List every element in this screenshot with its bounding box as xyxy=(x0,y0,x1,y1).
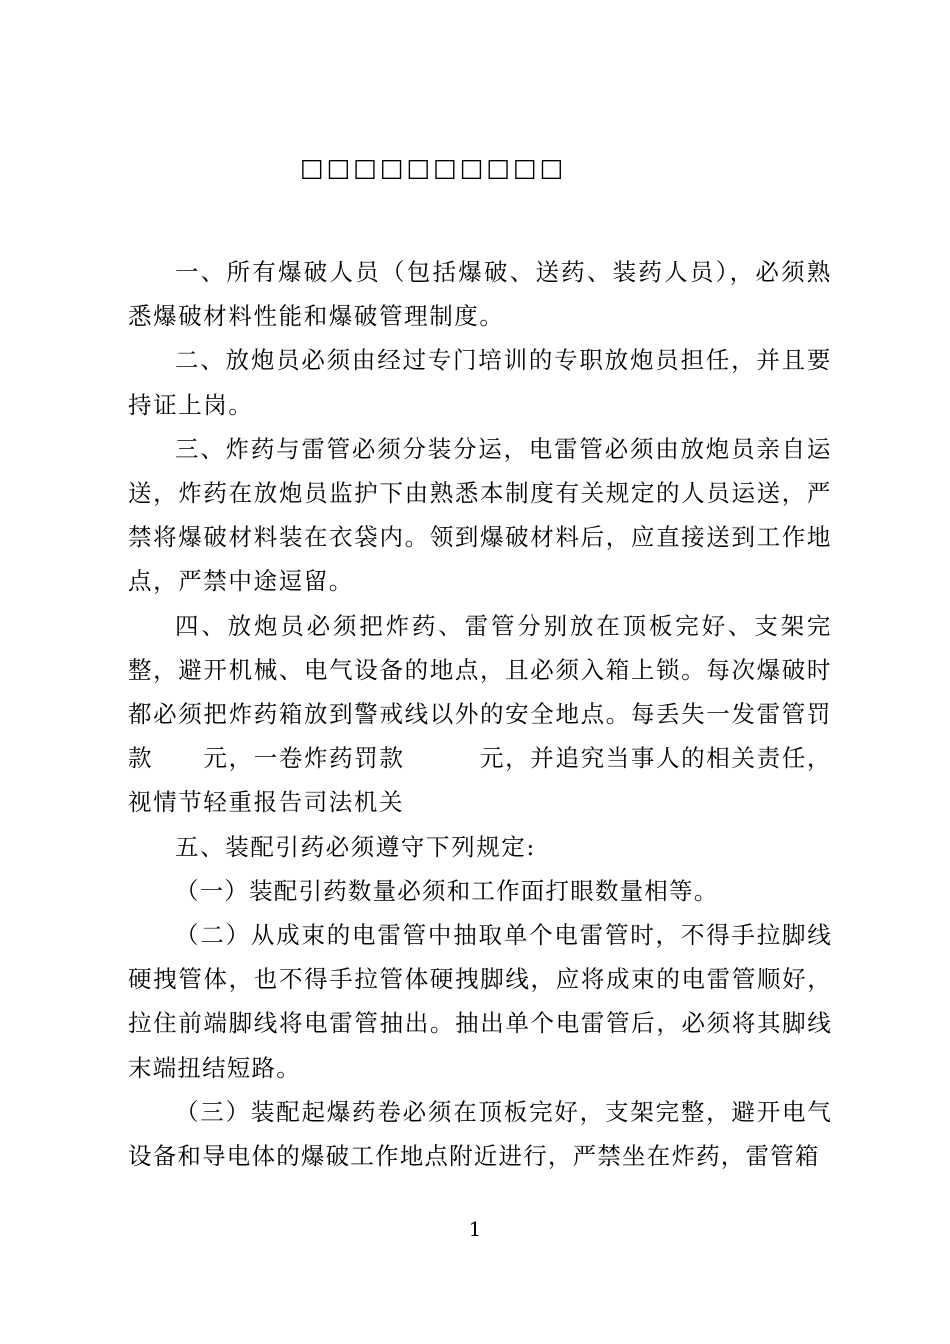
paragraph-5-item-3: （三）装配起爆药卷必须在顶板完好，支架完整，避开电气设备和导电体的爆破工作地点附近进行，严禁坐在炸药，雷管箱 xyxy=(128,1097,832,1171)
paragraph-5-item-2: （二）从成束的电雷管中抽取单个电雷管时，不得手拉脚线硬拽管体，也不得手拉管体硬拽脚线，应将成束的电雷管顺好，拉住前端脚线将电雷管抽出。抽出单个电雷管后，必须将其脚线末端扭结短路。 xyxy=(128,921,832,1082)
paragraph-3: 三、炸药与雷管必须分装分运，电雷管必须由放炮员亲自运送，炸药在放炮员监护下由熟悉本制度有关规定的人员运送，严禁将爆破材料装在衣袋内。领到爆破材料后，应直接送到工作地点，严禁中途逗留。 xyxy=(128,434,832,596)
page-number: 1 xyxy=(468,1217,482,1241)
paragraph-1: 一、所有爆破人员（包括爆破、送药、装药人员），必须熟悉爆破材料性能和爆破管理制度。 xyxy=(128,258,832,331)
paragraph-2: 二、放炮员必须由经过专门培训的专职放炮员担任，并且要持证上岗。 xyxy=(128,346,832,419)
document-title: □□□□□□□□□□ xyxy=(300,153,567,182)
paragraph-5-item-1: （一）装配引药数量必须和工作面打眼数量相等。 xyxy=(175,876,719,905)
paragraph-5: 五、装配引药必须遵守下列规定: xyxy=(175,832,536,861)
document-body xyxy=(128,250,832,1178)
paragraph-4: 四、放炮员必须把炸药、雷管分别放在顶板完好、支架完整，避开机械、电气设备的地点，且必须入箱上锁。每次爆破时都必须把炸药箱放到警戒线以外的安全地点。每丢失一发雷管罚款 元，一卷炸药罚款 元，并追究当事人的相关责任，视情节轻重报告司法机关 xyxy=(128,611,832,817)
